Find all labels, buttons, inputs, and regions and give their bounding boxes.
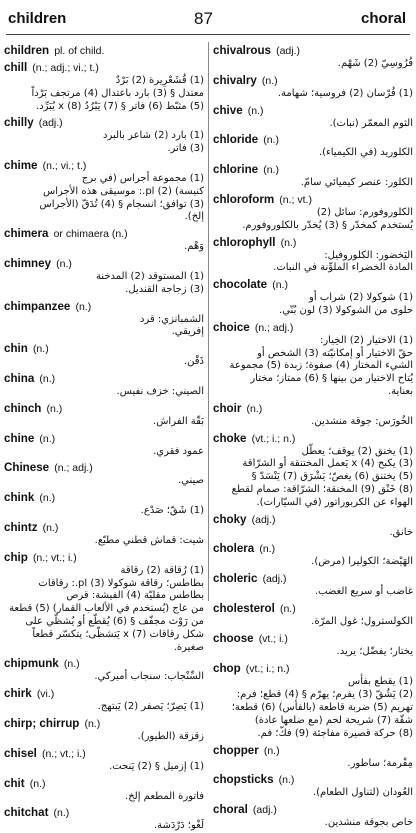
entry-head bbox=[213, 400, 413, 416]
entry-head bbox=[213, 234, 413, 250]
dictionary-entry bbox=[4, 804, 204, 833]
arabic-definition-line: يُستخدم كمخدّر § (3) يُخدّر بالكلوروفورم. bbox=[242, 219, 413, 231]
arabic-definition-line: الهَيْضة؛ الكوليرا (مرض). bbox=[311, 556, 413, 568]
arabic-definition-line: الكلور: عنصر كيميائي سامّ. bbox=[300, 177, 413, 189]
headword: cholesterol bbox=[213, 601, 275, 615]
dictionary-entry bbox=[213, 801, 413, 830]
entry-head bbox=[213, 511, 413, 527]
arabic-definition-line: (5) يختنق (6) يغصّ؛ يَشْرَق (7) يَنْسَدّ § bbox=[251, 471, 413, 483]
part-of-speech: (n.) bbox=[56, 257, 72, 270]
entry-head bbox=[213, 72, 413, 88]
part-of-speech: (n.; vi.; t.) bbox=[42, 159, 87, 172]
arabic-definition-line: بَقّة الفراش. bbox=[153, 415, 204, 427]
dictionary-entry bbox=[213, 570, 413, 599]
entry-head bbox=[213, 42, 413, 58]
headword: chinch bbox=[4, 401, 42, 415]
headword: chlorophyll bbox=[213, 235, 276, 249]
headword: chintz bbox=[4, 520, 38, 534]
dictionary-entry bbox=[213, 600, 413, 629]
arabic-definition-line: ذَقْن. bbox=[183, 356, 204, 368]
arabic-definition-line: مِفْرمة؛ ساطور. bbox=[347, 757, 413, 769]
entry-head bbox=[4, 225, 204, 241]
dictionary-entry bbox=[213, 42, 413, 71]
arabic-definition-line: الكلوروفورم: سائل (2) bbox=[316, 206, 413, 218]
entry-head bbox=[213, 742, 413, 758]
dictionary-entry bbox=[4, 775, 204, 804]
entry-head bbox=[213, 319, 413, 335]
arabic-definition-line: (1) الاختيار (2) الخِيار: bbox=[319, 334, 413, 346]
dictionary-entry bbox=[4, 42, 204, 58]
arabic-definition-line: الخُورَس: جوقة منشدين. bbox=[311, 415, 413, 427]
dictionary-entry bbox=[213, 234, 413, 276]
arabic-definition-line: الكولسترول؛ غول المرّة. bbox=[311, 615, 413, 627]
arabic-definition-line: الثوم المعمّر (نبات). bbox=[329, 117, 413, 129]
arabic-definition-line: كنيسة) (2) pl.: موسيقى هذه الأجراس bbox=[43, 185, 204, 197]
dictionary-entry bbox=[213, 742, 413, 771]
headword: chlorine bbox=[213, 163, 259, 177]
part-of-speech: (n.; adj.) bbox=[54, 462, 93, 475]
headword: chimpanzee bbox=[4, 299, 71, 313]
arabic-definition-line: (1) يَصِرّ؛ يَصفر (2) يَبتهج. bbox=[97, 701, 204, 713]
arabic-definition-line: (1) رُقاقة (2) رقاقة bbox=[120, 564, 204, 576]
headword: chimera bbox=[4, 227, 49, 241]
part-of-speech: (vt.; i.; n.) bbox=[245, 662, 290, 675]
headword: chilly bbox=[4, 116, 34, 130]
entry-head bbox=[4, 655, 204, 671]
dictionary-entry bbox=[4, 745, 204, 774]
dictionary-entry bbox=[213, 511, 413, 540]
part-of-speech: (n.) bbox=[46, 402, 63, 415]
arabic-definition-line: (1) بارد (2) شاعر بالبرد bbox=[103, 130, 204, 142]
headword: chin bbox=[4, 342, 28, 356]
dictionary-entry bbox=[213, 131, 413, 160]
dictionary-entry bbox=[213, 689, 413, 740]
entry-head bbox=[213, 430, 413, 446]
dictionary-entry bbox=[213, 319, 413, 399]
part-of-speech: (n.; vt.; i.) bbox=[32, 551, 77, 564]
arabic-definition-line: بعناية. bbox=[388, 385, 413, 397]
headword: choleric bbox=[213, 572, 258, 586]
part-of-speech: (n.; adj.; vi.; t.) bbox=[32, 62, 99, 74]
arabic-definition-line: (1) شَقّ؛ صَدْع. bbox=[140, 505, 204, 517]
entry-head bbox=[4, 519, 204, 535]
dictionary-entry bbox=[4, 157, 204, 224]
arabic-definition-line: يختار؛ يفضّل؛ يريد. bbox=[336, 645, 413, 657]
part-of-speech: (n.) bbox=[246, 402, 263, 415]
headword: choir bbox=[213, 401, 242, 415]
entry-head bbox=[213, 771, 413, 787]
arabic-definition-line: (1) مجموعة أجراس (في برج bbox=[81, 172, 204, 184]
headword: chloride bbox=[213, 133, 259, 147]
dictionary-entry bbox=[4, 225, 204, 254]
part-of-speech: (adj.) bbox=[38, 117, 63, 130]
dictionary-entry bbox=[4, 298, 204, 340]
headword: chime bbox=[4, 158, 38, 172]
part-of-speech: (n.) bbox=[84, 717, 101, 730]
dictionary-entry bbox=[4, 59, 204, 113]
arabic-definition-line: (3) زجاجة القنديل. bbox=[125, 283, 204, 295]
arabic-definition-line: اليَخضور: الكلوروفيل: bbox=[324, 249, 413, 261]
dictionary-entry bbox=[4, 685, 204, 714]
arabic-definition-line: غاضب أو سريع الغضب. bbox=[314, 586, 413, 598]
right-column bbox=[213, 42, 413, 829]
dictionary-entry bbox=[4, 655, 204, 684]
entry-head bbox=[4, 459, 204, 475]
arabic-definition-line: (8) خَنْق (9) المخنقة؛ الشرّاقة: صمام لقطع bbox=[231, 483, 413, 495]
part-of-speech: (n.) bbox=[39, 492, 56, 505]
entry-head bbox=[213, 630, 413, 646]
part-of-speech: (adj.) bbox=[262, 573, 287, 586]
arabic-definition-line: (1) شوكولا (2) شراب أو bbox=[309, 292, 413, 304]
dictionary-entry bbox=[4, 255, 204, 297]
headword: chocolate bbox=[213, 278, 268, 292]
entry-head bbox=[213, 540, 413, 556]
page-header bbox=[0, 0, 416, 44]
arabic-definition-line: (1) يقطع بفأس bbox=[347, 675, 413, 687]
entry-head bbox=[4, 549, 204, 565]
arabic-definition-line: شقّة (7) شريحة لحم (مع ضلعها عادة) bbox=[254, 714, 413, 726]
dictionary-entry bbox=[4, 340, 204, 369]
entry-head bbox=[213, 660, 413, 676]
part-of-speech: or chimaera (n.) bbox=[53, 228, 128, 241]
arabic-definition-line: شيت: قماش قطني مطبّع. bbox=[94, 534, 204, 546]
dictionary-entry bbox=[213, 191, 413, 233]
headword: chivalry bbox=[213, 73, 257, 87]
arabic-definition-line: شكل رقاقات x (7) يَتشظّى؛ يتكسّر قطعاً bbox=[32, 628, 204, 640]
part-of-speech: (vi.) bbox=[36, 688, 55, 701]
headword: chopsticks bbox=[213, 773, 274, 787]
headword: chitchat bbox=[4, 806, 49, 820]
arabic-definition-line: الكلوريد (في الكيمياء). bbox=[318, 147, 413, 159]
entry-head bbox=[213, 191, 413, 207]
part-of-speech: (n.) bbox=[280, 236, 297, 249]
entry-head bbox=[213, 570, 413, 586]
dictionary-entry bbox=[213, 72, 413, 101]
arabic-definition-line: فاتورة المطعم إلخ. bbox=[125, 790, 204, 802]
headword: chloroform bbox=[213, 192, 275, 206]
dictionary-entry bbox=[213, 771, 413, 800]
part-of-speech: (n.) bbox=[39, 432, 56, 445]
part-of-speech: (vt.; i.; n.) bbox=[251, 432, 296, 445]
part-of-speech: (n.) bbox=[259, 543, 276, 556]
arabic-definition-line: المادة الخضراء الملوِّنة في النبات. bbox=[273, 262, 413, 274]
headword: chirp; chirrup bbox=[4, 716, 80, 730]
entry-head bbox=[4, 489, 204, 505]
part-of-speech: (n.) bbox=[263, 164, 279, 177]
entry-head bbox=[4, 430, 204, 446]
arabic-definition-line: (3) توافق؛ انسجام § (4) تُدَقّ (الأجراس bbox=[39, 198, 204, 210]
part-of-speech: (n.) bbox=[42, 521, 59, 534]
part-of-speech: (adj.) bbox=[251, 513, 276, 526]
header-rule bbox=[6, 34, 410, 35]
part-of-speech: (n.) bbox=[63, 658, 80, 671]
part-of-speech: (vt.; i.) bbox=[258, 632, 288, 645]
arabic-definition-line: فُرُوسِيّ (2) شَهْم. bbox=[337, 58, 413, 69]
headword: choose bbox=[213, 631, 254, 645]
entry-head bbox=[4, 400, 204, 416]
arabic-definition-line: بطاطس؛ رقاقة شوكولا (3) pl.: رقاقات بطاطس مقليّة (4) الفيشة: قرص bbox=[38, 577, 204, 602]
part-of-speech: (n.; adj.) bbox=[254, 321, 294, 334]
entry-head bbox=[4, 298, 204, 314]
arabic-definition-line: (1) فُرْسان (2) فروسية؛ شهامة. bbox=[277, 87, 413, 99]
arabic-definition-line: (8) حركة قصيرة مفاجئة (9) فكّ؛ فم. bbox=[257, 727, 413, 739]
part-of-speech: (n.) bbox=[263, 744, 280, 757]
part-of-speech: (n.) bbox=[75, 300, 92, 313]
left-guide-word: children bbox=[8, 10, 67, 27]
headword: choral bbox=[213, 803, 248, 817]
dictionary-entry bbox=[213, 630, 413, 659]
headword: chirk bbox=[4, 687, 32, 701]
dictionary-entry bbox=[213, 102, 413, 131]
headword: chop bbox=[213, 661, 241, 675]
part-of-speech: (n.) bbox=[278, 774, 295, 787]
arabic-definition-line: خاص بجوقة منشدين. bbox=[324, 817, 413, 829]
part-of-speech: (n.; vt.; i.) bbox=[41, 747, 86, 760]
entry-head bbox=[4, 804, 204, 820]
entry-head bbox=[4, 685, 204, 701]
headword: chill bbox=[4, 61, 28, 74]
headword: choky bbox=[213, 512, 247, 526]
headword: chive bbox=[213, 103, 243, 117]
entry-head bbox=[213, 131, 413, 147]
headword: chink bbox=[4, 491, 35, 505]
arabic-definition-line: الشمبانزي: قرد bbox=[139, 313, 204, 325]
dictionary-entry bbox=[213, 660, 413, 689]
part-of-speech: (adj.) bbox=[276, 45, 301, 57]
arabic-definition-line: وَهْم. bbox=[184, 241, 204, 253]
arabic-definition-line: (5) مثبّط (6) فاتر § (7) يَبْرُدُ x (8) يُبَرِّد. bbox=[36, 100, 204, 112]
headword: choice bbox=[213, 320, 250, 334]
arabic-definition-line: من رَوْث مجفّف § (6) يُقطّع أو يُشظّي على bbox=[25, 615, 204, 627]
arabic-definition-line: عمود فقري. bbox=[153, 445, 204, 457]
arabic-definition-line: (3) فاتر. bbox=[167, 143, 204, 155]
part-of-speech: (n.) bbox=[32, 343, 49, 356]
entry-head bbox=[4, 59, 204, 75]
left-column bbox=[4, 42, 204, 832]
part-of-speech: (n.) bbox=[263, 134, 279, 147]
entry-head bbox=[4, 745, 204, 761]
dictionary-entry bbox=[4, 114, 204, 156]
dictionary-entry bbox=[4, 430, 204, 459]
page-number: 87 bbox=[194, 9, 213, 28]
part-of-speech: (n.) bbox=[279, 602, 296, 615]
arabic-definition-line: صيني. bbox=[177, 475, 204, 487]
entry-head bbox=[4, 255, 204, 271]
dictionary-entry bbox=[213, 276, 413, 318]
part-of-speech: (n.) bbox=[39, 372, 56, 385]
arabic-definition-line: صغيرة. bbox=[173, 641, 204, 653]
headword: children bbox=[4, 44, 50, 57]
headword: china bbox=[4, 371, 35, 385]
headword: chimney bbox=[4, 256, 52, 270]
dictionary-entry bbox=[4, 519, 204, 548]
arabic-definition-line: (2) يَشُقّ (3) يفرم؛ يهرّم § (4) قطع؛ فرم: bbox=[236, 689, 413, 701]
entry-head bbox=[213, 600, 413, 616]
right-guide-word: choral bbox=[360, 10, 406, 27]
arabic-definition-line: (3) يكبح x (4) يَعمل المختنقة أو الشرّاقة bbox=[242, 458, 413, 470]
arabic-definition-line: حلوى من الشوكولا (3) لون بُنّي. bbox=[279, 304, 413, 316]
arabic-definition-line: إلخ). bbox=[184, 211, 204, 223]
arabic-definition-line: (1) يخنق (2) يوقف؛ يعطّل bbox=[301, 445, 413, 457]
dictionary-entry bbox=[4, 459, 204, 488]
arabic-definition-line: معتدل § (3) بارد باعتدال (4) مرتجف بَرْداً bbox=[31, 87, 204, 99]
arabic-definition-line: إفريقي. bbox=[171, 326, 204, 338]
part-of-speech: (n.) bbox=[272, 279, 288, 292]
entry-head bbox=[213, 801, 413, 817]
entry-head bbox=[4, 42, 204, 58]
arabic-definition-line: لَغْو؛ دَرْدَشة. bbox=[153, 820, 204, 832]
dictionary-entry bbox=[4, 489, 204, 518]
headword: chine bbox=[4, 431, 35, 445]
entry-head bbox=[4, 340, 204, 356]
part-of-speech: (n.) bbox=[29, 777, 46, 790]
headword: chisel bbox=[4, 746, 37, 760]
arabic-definition-line: يُتاح الاختيار من بينها § (6) ممتاز؛ مختار bbox=[250, 373, 413, 385]
entry-head bbox=[4, 715, 204, 731]
arabic-definition-line: الصيني: خزف نفيس. bbox=[116, 385, 204, 397]
part-of-speech: (n.) bbox=[53, 807, 70, 820]
part-of-speech: pl. of child. bbox=[54, 45, 105, 57]
arabic-definition-line: (1) قُشَعْرِيرة (2) بَرْدٌ bbox=[115, 75, 204, 86]
part-of-speech: (n.) bbox=[261, 74, 278, 87]
entry-head bbox=[213, 161, 413, 177]
arabic-definition-line: السِّنْجاب: سنجاب أميركي. bbox=[94, 671, 204, 683]
headword: cholera bbox=[213, 542, 255, 556]
arabic-definition-line: (1) المستوقد (2) المدخنة bbox=[95, 270, 204, 282]
headword: chivalrous bbox=[213, 44, 271, 57]
arabic-definition-line: حقّ الاختيار أو إمكانيّته (3) الشخص أو bbox=[257, 347, 413, 359]
arabic-definition-line: العُودان (لتناول الطعام). bbox=[312, 787, 413, 799]
headword: chit bbox=[4, 776, 25, 790]
headword: chipmunk bbox=[4, 657, 59, 671]
dictionary-entry bbox=[4, 715, 204, 744]
arabic-definition-line: زقزقة (الطيور). bbox=[137, 730, 204, 742]
part-of-speech: (n.; vt.) bbox=[279, 193, 312, 206]
arabic-definition-line: تهريم (5) ضربة قاطعة (بالفأس) (6) قطعة؛ bbox=[231, 702, 413, 714]
arabic-definition-line: (1) إزميل § (2) يَنحت. bbox=[109, 760, 204, 772]
dictionary-entry bbox=[213, 400, 413, 429]
arabic-definition-line: الهواء عن الكربوراتور (في السيّارات). bbox=[256, 496, 413, 508]
dictionary-entry bbox=[213, 430, 413, 510]
arabic-definition-line: الشيء المختار (4) صفوة؛ زبدة (5) مجموعة bbox=[229, 360, 413, 372]
dictionary-entry bbox=[4, 549, 204, 655]
headword: Chinese bbox=[4, 461, 50, 475]
entry-head bbox=[4, 114, 204, 130]
dictionary-entry bbox=[213, 161, 413, 190]
headword: chip bbox=[4, 550, 28, 564]
dictionary-entry bbox=[213, 540, 413, 569]
dictionary-entry bbox=[4, 400, 204, 429]
part-of-speech: (adj.) bbox=[252, 804, 277, 817]
entry-head bbox=[213, 276, 413, 292]
entry-head bbox=[213, 102, 413, 118]
headword: chopper bbox=[213, 743, 259, 757]
arabic-definition-line: من عاج (يُستخدم في الألعاب القمار) (5) قطعة bbox=[9, 603, 204, 615]
part-of-speech: (n.) bbox=[247, 104, 264, 117]
arabic-definition-line: خانق. bbox=[389, 526, 413, 538]
entry-head bbox=[4, 157, 204, 173]
headword: choke bbox=[213, 431, 247, 445]
column-divider bbox=[208, 42, 209, 601]
dictionary-entry bbox=[4, 370, 204, 399]
entry-head bbox=[4, 370, 204, 386]
entry-head bbox=[4, 775, 204, 791]
